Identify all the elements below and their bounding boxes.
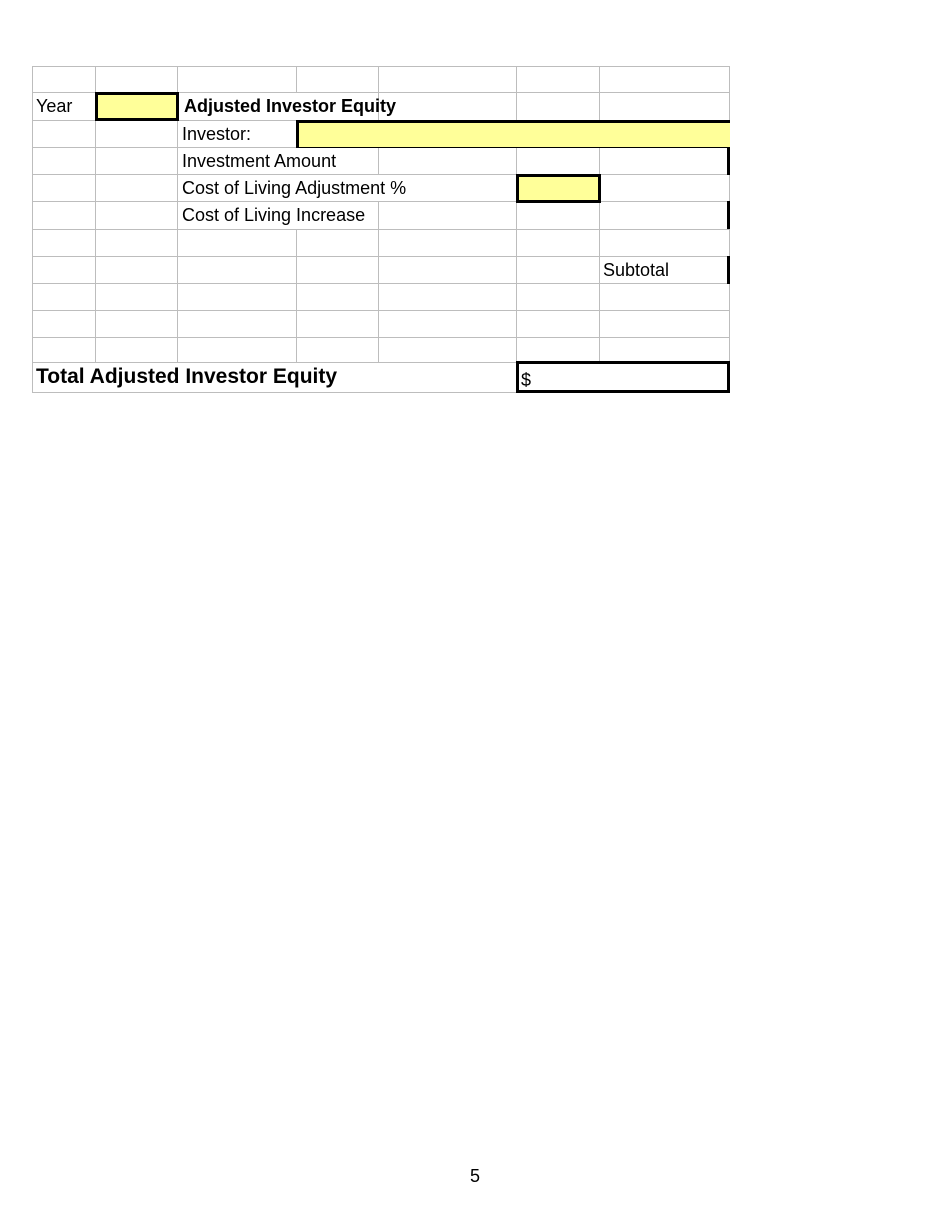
column-border [727,201,730,229]
year-label: Year [36,96,73,116]
total-label: Total Adjusted Investor Equity [36,365,338,388]
form-title: Adjusted Investor Equity [184,96,397,116]
grid-line [729,66,730,393]
grid-line [296,66,297,92]
grid-line [378,147,379,174]
cola-increase-label: Cost of Living Increase [182,205,366,225]
investor-label: Investor: [182,123,252,144]
grid-line [32,337,730,338]
total-amount-field[interactable] [516,361,730,393]
grid-line [296,229,297,362]
grid-line [599,66,600,362]
equity-worksheet [32,66,730,393]
grid-line [32,66,730,67]
investor-name-input[interactable] [296,120,730,148]
subtotal-label: Subtotal [603,259,670,280]
investment-amount-label: Investment Amount [182,150,337,171]
grid-line [32,201,730,202]
currency-symbol: $ [521,370,532,390]
column-border [727,147,730,175]
grid-line [516,66,517,362]
grid-line [32,229,730,230]
cola-percent-label: Cost of Living Adjustment % [182,177,407,198]
grid-line [32,310,730,311]
page-number: 5 [469,1166,480,1186]
grid-line [32,283,730,284]
column-border [727,256,730,284]
year-input[interactable] [95,92,179,121]
grid-line [378,201,379,362]
cola-percent-input[interactable] [516,174,601,203]
